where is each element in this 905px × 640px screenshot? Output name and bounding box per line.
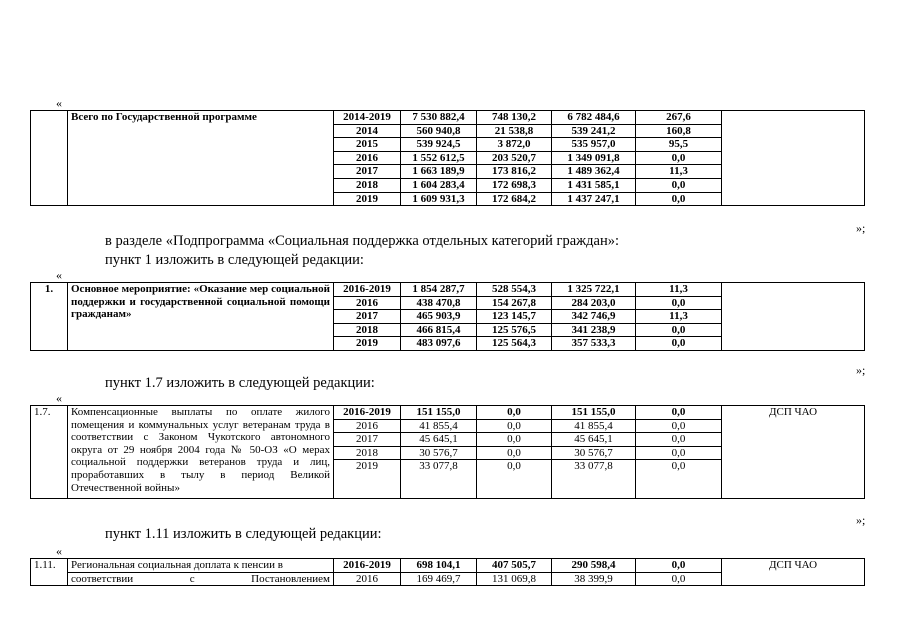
other-cell: 11,3	[636, 310, 722, 324]
federal-cell: 123 145,7	[477, 310, 552, 324]
other-cell: 0,0	[636, 572, 722, 586]
item-1-11-table	[30, 558, 865, 586]
year-cell: 2018	[334, 323, 401, 337]
total-cell: 1 609 931,3	[401, 192, 477, 206]
federal-cell: 3 872,0	[477, 138, 552, 152]
federal-cell: 407 505,7	[477, 559, 552, 573]
federal-cell: 0,0	[477, 460, 552, 499]
other-cell: 11,3	[636, 283, 722, 297]
other-cell: 0,0	[636, 337, 722, 351]
other-cell: 0,0	[636, 433, 722, 447]
executor-cell	[722, 283, 865, 351]
instruction-paragraph: пункт 1.7 изложить в следующей редакции:	[105, 375, 375, 391]
item-name: Основное мероприятие: «Оказание мер социальной поддержки и государственной социальной помощи гражданам»	[68, 283, 334, 351]
total-cell: 560 940,8	[401, 124, 477, 138]
item-number: 1.7.	[31, 406, 68, 499]
federal-cell: 528 554,3	[477, 283, 552, 297]
federal-cell: 125 576,5	[477, 323, 552, 337]
total-program-table	[30, 110, 865, 206]
regional-cell: 535 957,0	[552, 138, 636, 152]
federal-cell: 203 520,7	[477, 151, 552, 165]
federal-cell: 154 267,8	[477, 296, 552, 310]
total-cell: 7 530 882,4	[401, 111, 477, 125]
item-1-table	[30, 282, 865, 351]
number-cell	[31, 111, 68, 206]
instruction-paragraph: в разделе «Подпрограмма «Социальная поддержка отдельных категорий граждан»:	[105, 233, 620, 249]
year-cell: 2018	[334, 178, 401, 192]
year-cell: 2016	[334, 572, 401, 586]
regional-cell: 1 489 362,4	[552, 165, 636, 179]
federal-cell: 0,0	[477, 406, 552, 420]
other-cell: 0,0	[636, 406, 722, 420]
total-cell: 465 903,9	[401, 310, 477, 324]
other-cell: 0,0	[636, 323, 722, 337]
opening-quote: «	[56, 96, 62, 110]
regional-cell: 1 349 091,8	[552, 151, 636, 165]
year-cell: 2019	[334, 460, 401, 499]
executor-cell: ДСП ЧАО	[722, 406, 865, 499]
program-total-label: Всего по Государственной программе	[68, 111, 334, 206]
instruction-paragraph: пункт 1 изложить в следующей редакции:	[105, 252, 364, 268]
table-row	[31, 111, 865, 125]
federal-cell: 748 130,2	[477, 111, 552, 125]
other-cell: 0,0	[636, 296, 722, 310]
executor-cell: ДСП ЧАО	[722, 559, 865, 586]
federal-cell: 0,0	[477, 419, 552, 433]
total-cell: 483 097,6	[401, 337, 477, 351]
item-name: Региональная социальная доплата к пенсии в	[68, 559, 334, 573]
total-cell: 33 077,8	[401, 460, 477, 499]
total-cell: 169 469,7	[401, 572, 477, 586]
other-cell: 267,6	[636, 111, 722, 125]
item-number: 1.11.	[31, 559, 68, 586]
federal-cell: 0,0	[477, 433, 552, 447]
regional-cell: 1 431 585,1	[552, 178, 636, 192]
regional-cell: 33 077,8	[552, 460, 636, 499]
total-cell: 1 552 612,5	[401, 151, 477, 165]
regional-cell: 30 576,7	[552, 446, 636, 460]
year-cell: 2019	[334, 337, 401, 351]
regional-cell: 6 782 484,6	[552, 111, 636, 125]
year-cell: 2017	[334, 433, 401, 447]
total-cell: 45 645,1	[401, 433, 477, 447]
item-1-7-table	[30, 405, 865, 499]
year-cell: 2019	[334, 192, 401, 206]
total-cell: 466 815,4	[401, 323, 477, 337]
year-cell: 2016	[334, 151, 401, 165]
year-cell: 2016-2019	[334, 559, 401, 573]
regional-cell: 539 241,2	[552, 124, 636, 138]
regional-cell: 341 238,9	[552, 323, 636, 337]
regional-cell: 284 203,0	[552, 296, 636, 310]
other-cell: 0,0	[636, 419, 722, 433]
regional-cell: 41 855,4	[552, 419, 636, 433]
other-cell: 160,8	[636, 124, 722, 138]
item-number: 1.	[31, 283, 68, 351]
total-cell: 1 854 287,7	[401, 283, 477, 297]
other-cell: 11,3	[636, 165, 722, 179]
table-row	[31, 283, 865, 297]
opening-quote: «	[56, 391, 62, 405]
total-cell: 30 576,7	[401, 446, 477, 460]
instruction-paragraph: пункт 1.11 изложить в следующей редакции:	[105, 526, 382, 542]
other-cell: 0,0	[636, 460, 722, 499]
total-cell: 41 855,4	[401, 419, 477, 433]
other-cell: 0,0	[636, 559, 722, 573]
federal-cell: 125 564,3	[477, 337, 552, 351]
total-cell: 438 470,8	[401, 296, 477, 310]
regional-cell: 342 746,9	[552, 310, 636, 324]
year-cell: 2016	[334, 296, 401, 310]
item-name: соответствии с Постановлением	[68, 572, 334, 586]
opening-quote: «	[56, 268, 62, 282]
regional-cell: 357 533,3	[552, 337, 636, 351]
closing-quote: »;	[856, 513, 866, 527]
total-cell: 698 104,1	[401, 559, 477, 573]
federal-cell: 173 816,2	[477, 165, 552, 179]
regional-cell: 1 437 247,1	[552, 192, 636, 206]
federal-cell: 0,0	[477, 446, 552, 460]
other-cell: 0,0	[636, 192, 722, 206]
year-cell: 2015	[334, 138, 401, 152]
opening-quote: «	[56, 544, 62, 558]
year-cell: 2016-2019	[334, 283, 401, 297]
total-cell: 1 604 283,4	[401, 178, 477, 192]
regional-cell: 1 325 722,1	[552, 283, 636, 297]
closing-quote: »;	[856, 221, 866, 235]
year-cell: 2018	[334, 446, 401, 460]
table-row	[31, 406, 865, 420]
other-cell: 95,5	[636, 138, 722, 152]
executor-cell	[722, 111, 865, 206]
federal-cell: 172 698,3	[477, 178, 552, 192]
regional-cell: 290 598,4	[552, 559, 636, 573]
table-row	[31, 559, 865, 573]
closing-quote: »;	[856, 363, 866, 377]
federal-cell: 21 538,8	[477, 124, 552, 138]
year-cell: 2016-2019	[334, 406, 401, 420]
total-cell: 539 924,5	[401, 138, 477, 152]
regional-cell: 38 399,9	[552, 572, 636, 586]
federal-cell: 131 069,8	[477, 572, 552, 586]
year-cell: 2017	[334, 310, 401, 324]
year-cell: 2017	[334, 165, 401, 179]
year-cell: 2014-2019	[334, 111, 401, 125]
other-cell: 0,0	[636, 446, 722, 460]
year-cell: 2014	[334, 124, 401, 138]
regional-cell: 45 645,1	[552, 433, 636, 447]
total-cell: 151 155,0	[401, 406, 477, 420]
federal-cell: 172 684,2	[477, 192, 552, 206]
regional-cell: 151 155,0	[552, 406, 636, 420]
other-cell: 0,0	[636, 178, 722, 192]
other-cell: 0,0	[636, 151, 722, 165]
total-cell: 1 663 189,9	[401, 165, 477, 179]
item-name: Компенсационные выплаты по оплате жилого помещения и коммунальных услуг ветеранам труда в соответствии с Законом Чукотского автономного округа от 29 ноября 2004 года № 50-ОЗ «О мерах социальной поддержки ветеранов труда и лиц, проработавших в тылу в период Великой Отечественной войны»	[68, 406, 334, 499]
year-cell: 2016	[334, 419, 401, 433]
